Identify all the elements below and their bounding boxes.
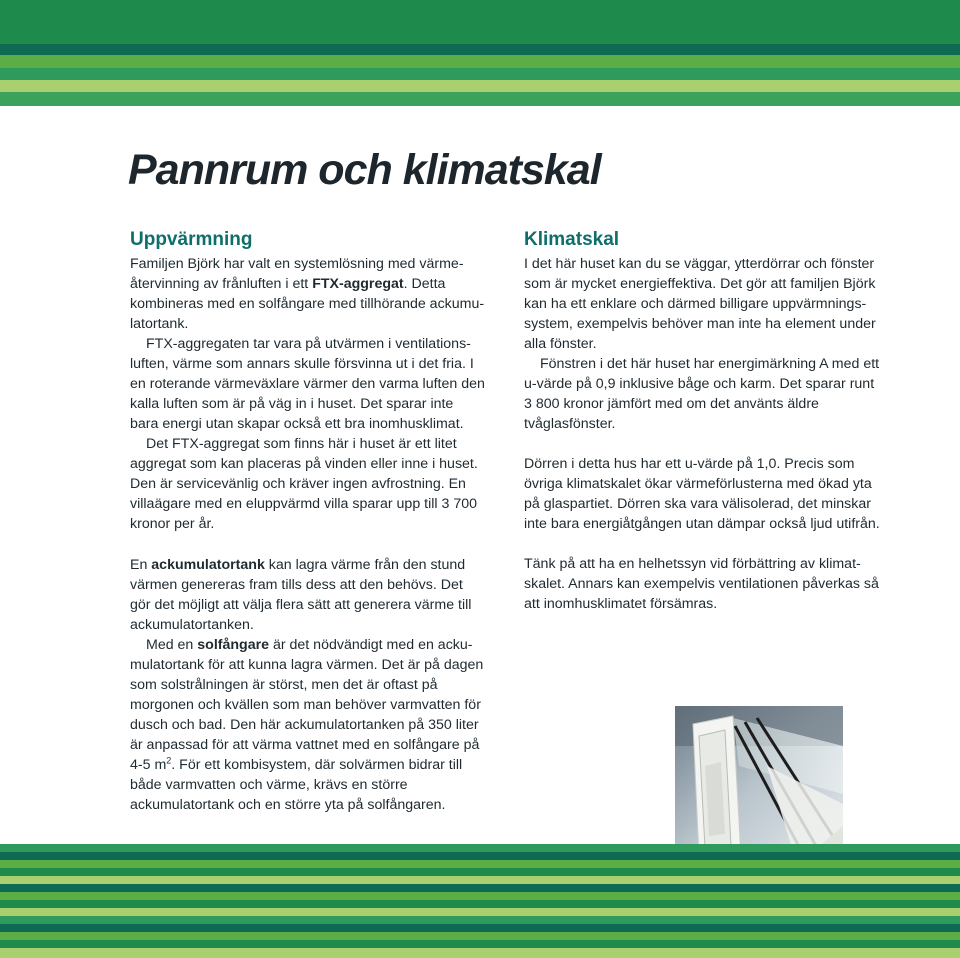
left-column — [130, 228, 485, 815]
paragraph-ftx-details: Det FTX-aggregat som finns här i huset är ett litet aggregat som kan placeras på vinden eller inne i huset. Den är servicevänlig och kräver ingen avfrostning. En villaägare med en eluppvärmd villa sparar upp till 3 700 kronor per år. — [130, 436, 478, 532]
page-title: Pannrum och klimatskal — [128, 146, 601, 194]
stripe-band — [0, 55, 960, 68]
right-column — [524, 228, 884, 614]
paragraph-solfangare: Med en solfångare är det nödvändigt med en ackumulatortank för att kunna lagra värmen. Det är på dagen som solstrålningen är störst, men det är oftast på morgonen och kvällen som man behöver varmvatten för dusch och bad. Den här ackumulatortanken på 350 liter är anpassad för att värma vattnet med en solfångare på 4-5 $m^2$. För ett kombisystem, där solvärmen bidrar till både varmvatten och värme, krävs en större ackumulatortank och en större yta på solfångaren. — [130, 637, 484, 813]
paragraph-helhetssyn: Tänk på att ha en helhetssyn vid förbättring av klimatskalet. Annars kan exempelvis ventilationen påverkas så att inomhusklimatet försämras. — [524, 556, 879, 612]
stripe-band — [0, 908, 960, 916]
bottom-decorative-stripes — [0, 844, 960, 958]
stripe-band — [0, 92, 960, 106]
stripe-band — [0, 80, 960, 92]
stripe-band — [0, 844, 960, 852]
stripe-band — [0, 868, 960, 876]
paragraph-fonster: Fönstren i det här huset har energimärkning A med ett u-värde på 0,9 inklusive båge och karm. Det sparar runt 3 800 kronor jämfört med om det använts äldre tvåglasfönster. — [524, 356, 880, 432]
paragraph-klimatskal-intro: I det här huset kan du se väggar, ytterdörrar och fönster som är mycket energieffektiva. Det gör att familjen Björk kan ha ett enklare och därmed billigare uppvärmningssystem, exempelvis behöver man inte ha element under alla fönster. — [524, 256, 876, 352]
paragraph-ftx-intro: Familjen Björk har valt en systemlösning med värmeåtervinning av frånluften i ett FTX-aggregat. Detta kombineras med en solfångare med tillhörande ackumulatortank. — [130, 256, 485, 332]
triple-glazed-window-icon — [675, 706, 843, 858]
paragraph-ftx-function: FTX-aggregaten tar vara på utvärmen i ventilationsluften, värme som annars skulle försvinna ut i det fria. I en roterande värmeväxlare värmer den varma luften den kalla luften som är på väg in i huset. Det sparar inte bara energi utan skapar också ett bra inomhusklimat. — [130, 336, 485, 432]
stripe-band — [0, 932, 960, 940]
stripe-band — [0, 948, 960, 958]
stripe-band — [0, 68, 960, 80]
stripe-band — [0, 852, 960, 860]
stripe-band — [0, 44, 960, 55]
stripe-band — [0, 916, 960, 924]
stripe-band — [0, 884, 960, 892]
stripe-band — [0, 0, 960, 44]
paragraph-ackumulatortank: En ackumulatortank kan lagra värme från den stund värmen genereras fram tills dess att den behövs. Det gör det möjligt att välja flera sätt att generera värme till ackumulatortanken. — [130, 557, 472, 633]
stripe-band — [0, 860, 960, 868]
paragraph-dorr: Dörren i detta hus har ett u-värde på 1,0. Precis som övriga klimatskalet ökar värmeförlusterna med ökad yta på glaspartiet. Dörren ska vara välisolerad, det minskar inte bara energiåtgången utan dämpar också ljud utifrån. — [524, 456, 880, 532]
stripe-band — [0, 940, 960, 948]
window-cross-section-photo — [675, 706, 843, 858]
stripe-band — [0, 900, 960, 908]
stripe-band — [0, 876, 960, 884]
heading-klimatskal: Klimatskal — [524, 229, 620, 250]
stripe-band — [0, 892, 960, 900]
stripe-band — [0, 924, 960, 932]
top-decorative-stripes — [0, 0, 960, 106]
heading-uppvarmning: Uppvärmning — [130, 229, 253, 250]
